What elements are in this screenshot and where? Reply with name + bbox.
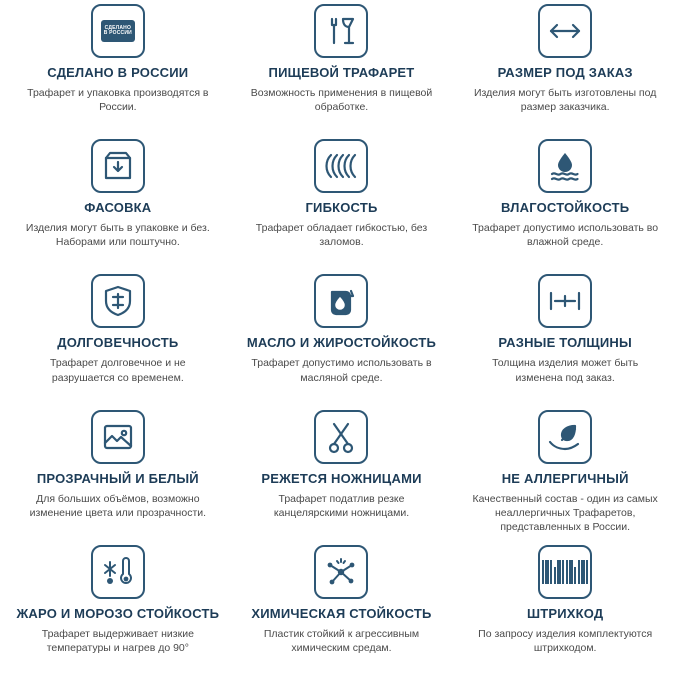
feature-title: ЖАРО И МОРОЗО СТОЙКОСТЬ xyxy=(16,605,220,621)
feature-chemical-resistance xyxy=(230,545,454,680)
feature-barcode xyxy=(453,545,677,680)
barcode-icon xyxy=(538,545,592,599)
feature-flexibility xyxy=(230,139,454,274)
feature-title: ДОЛГОВЕЧНОСТЬ xyxy=(57,335,179,351)
feature-description: Пластик стойкий к агрессивным химическим средам. xyxy=(263,627,420,654)
feature-description: Изделия могут быть в упаковке и без. Наборами или поштучно. xyxy=(25,222,210,249)
feature-hypoallergenic xyxy=(453,410,677,545)
durability-shield-icon xyxy=(91,274,145,328)
water-resistant-drop-icon xyxy=(538,139,592,193)
feature-food-safe xyxy=(230,4,454,139)
feature-description: Трафарет выдерживает низкие температуры и нагрев до 90° xyxy=(41,627,194,654)
oil-resistant-canister-icon xyxy=(314,274,368,328)
feature-title: ПИЩЕВОЙ ТРАФАРЕТ xyxy=(268,65,415,80)
feature-transparent-white xyxy=(6,410,230,545)
feature-thickness xyxy=(453,274,677,409)
scissors-icon xyxy=(314,410,368,464)
feature-description: Трафарет податлив резке канцелярскими ножницами. xyxy=(273,492,410,519)
feature-title: ШТРИХКОД xyxy=(526,605,604,621)
transparent-white-image-icon xyxy=(91,410,145,464)
feature-title: ПРОЗРАЧНЫЙ И БЕЛЫЙ xyxy=(36,470,199,486)
feature-description: Трафарет допустимо использовать в масляной среде. xyxy=(251,357,432,384)
feature-oil-resistant xyxy=(230,274,454,409)
made-in-russia-badge xyxy=(101,20,135,42)
packaging-box-icon xyxy=(91,139,145,193)
hypoallergenic-hand-leaf-icon xyxy=(538,410,592,464)
feature-description: Изделия могут быть изготовлены под размер заказчика. xyxy=(473,86,657,114)
feature-title: ГИБКОСТЬ xyxy=(305,200,378,216)
feature-description: Трафарет и упаковка производятся в России. xyxy=(27,86,209,114)
feature-description: По запросу изделия комплектуются штрихкодом. xyxy=(478,627,653,654)
badge-line-1: СДЕЛАНО xyxy=(104,25,132,31)
feature-title: ХИМИЧЕСКАЯ СТОЙКОСТЬ xyxy=(251,605,432,621)
feature-description: Трафарет допустимо использовать во влажной среде. xyxy=(472,222,659,249)
feature-durability xyxy=(6,274,230,409)
thickness-measure-icon xyxy=(538,274,592,328)
chemical-molecule-icon xyxy=(314,545,368,599)
feature-description: Трафарет долговечное и не разрушается со временем. xyxy=(50,357,186,384)
feature-title: СДЕЛАНО В РОССИИ xyxy=(47,65,189,80)
feature-temperature-resistance xyxy=(6,545,230,680)
feature-title: ВЛАГОСТОЙКОСТЬ xyxy=(501,200,630,216)
feature-custom-size xyxy=(453,4,677,139)
feature-title: ФАСОВКА xyxy=(84,200,152,216)
temperature-resistance-icon xyxy=(91,545,145,599)
feature-title: НЕ АЛЛЕРГИЧНЫЙ xyxy=(501,470,629,486)
feature-packaging xyxy=(6,139,230,274)
barcode-bars xyxy=(542,560,589,584)
feature-made-in-russia xyxy=(6,4,230,139)
food-safe-fork-glass-icon xyxy=(314,4,368,58)
feature-description: Для больших объёмов, возможно изменение цвета или прозрачности. xyxy=(29,492,207,519)
feature-description: Качественный состав - один из самых неаллергичных Трафаретов, представленных в России. xyxy=(472,492,658,533)
feature-title: РАЗНЫЕ ТОЛЩИНЫ xyxy=(498,335,632,351)
flexibility-waves-icon xyxy=(314,139,368,193)
custom-size-arrows-icon xyxy=(538,4,592,58)
feature-water-resistant xyxy=(453,139,677,274)
badge-line-2: В РОССИИ xyxy=(103,30,132,36)
feature-title: РАЗМЕР ПОД ЗАКАЗ xyxy=(497,65,633,80)
feature-title: РЕЖЕТСЯ НОЖНИЦАМИ xyxy=(261,470,422,486)
feature-description: Толщина изделия может быть изменена под заказ. xyxy=(492,357,639,384)
feature-title: МАСЛО И ЖИРОСТОЙКОСТЬ xyxy=(246,335,437,351)
feature-description: Возможность применения в пищевой обработке. xyxy=(250,86,433,114)
feature-description: Трафарет обладает гибкостью, без заломов. xyxy=(255,222,428,249)
feature-cut-with-scissors xyxy=(230,410,454,545)
made-in-russia-icon xyxy=(91,4,145,58)
